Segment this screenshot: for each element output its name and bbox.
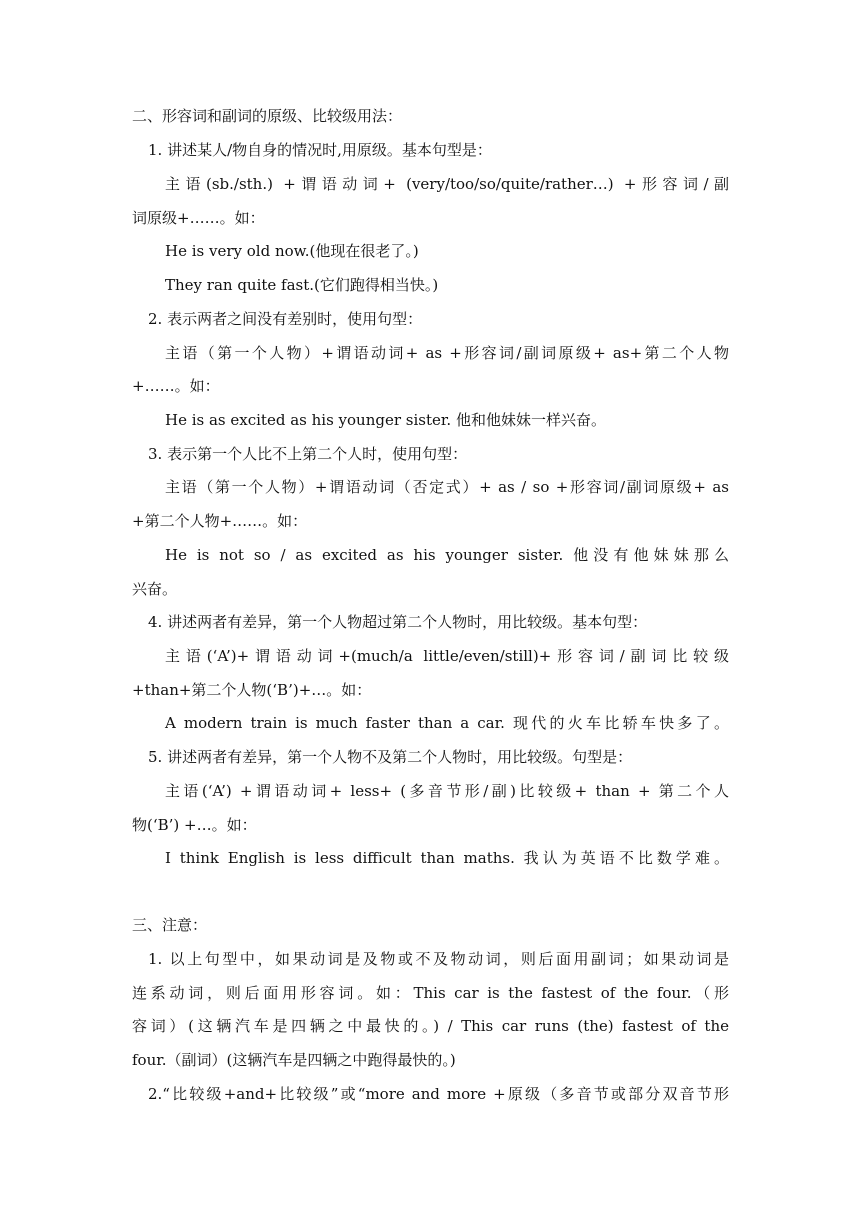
rule-5-title: 5. 讲述两者有差异，第一个人物不及第二个人物时，用比较级。句型是： bbox=[148, 748, 633, 766]
rule-5-pattern: 主语(‘A’) +谓语动词+ less+ (多音节形/副)比较级+ than + 第二个人 bbox=[165, 782, 729, 800]
rule-4-pattern: 主语(‘A’)+谓语动词+(much/a little/even/still)+形容词/副词比较级 bbox=[165, 647, 729, 665]
rule-3-example-cont: 兴奋。 bbox=[132, 580, 178, 598]
rule-5-pattern-cont: 物(‘B’) +…。如： bbox=[132, 816, 257, 834]
rule-2-title: 2. 表示两者之间没有差别时，使用句型： bbox=[148, 310, 423, 328]
rule-3-example: He is not so / as excited as his younger sister. 他没有他妹妹那么 bbox=[165, 546, 729, 564]
rule-3-pattern: 主语（第一个人物）+谓语动词（否定式）+ as / so +形容词/副词原级+ as bbox=[165, 478, 729, 496]
section-3-heading: 三、注意： bbox=[132, 916, 208, 934]
rule-2-pattern-cont: +……。如： bbox=[132, 377, 220, 395]
rule-4-example: A modern train is much faster than a car. 现代的火车比轿车快多了。 bbox=[165, 714, 729, 732]
rule-3-title: 3. 表示第一个人比不上第二个人时，使用句型： bbox=[148, 445, 468, 463]
rule-1-pattern-cont: 词原级+……。如： bbox=[132, 209, 265, 227]
rule-1-example-2: They ran quite fast.(它们跑得相当快。) bbox=[165, 276, 439, 294]
rule-5-example: I think English is less difficult than maths. 我认为英语不比数学难。 bbox=[165, 849, 729, 867]
note-1-line-1: 1. 以上句型中，如果动词是及物或不及物动词，则后面用副词；如果动词是 bbox=[148, 950, 729, 968]
rule-1-title: 1. 讲述某人/物自身的情况时,用原级。基本句型是： bbox=[148, 141, 492, 159]
note-1-line-3: 容词）(这辆汽车是四辆之中最快的。) / This car runs (the) fastest of the bbox=[132, 1017, 729, 1035]
section-2-heading: 二、形容词和副词的原级、比较级用法： bbox=[132, 107, 403, 125]
rule-1-example-1: He is very old now.(他现在很老了。) bbox=[165, 242, 419, 260]
note-1-line-4: four.（副词）(这辆汽车是四辆之中跑得最快的。) bbox=[132, 1051, 456, 1069]
rule-4-pattern-cont: +than+第二个人物(‘B’)+…。如： bbox=[132, 681, 372, 699]
note-1-line-2: 连系动词，则后面用形容词。如：This car is the fastest of the four.（形 bbox=[132, 984, 729, 1002]
rule-2-pattern: 主语（第一个人物）+谓语动词+ as +形容词/副词原级+ as+第二个人物 bbox=[165, 344, 729, 362]
rule-1-pattern: 主语(sb./sth.) +谓语动词+ (very/too/so/quite/rather…) +形容词/副 bbox=[165, 175, 729, 193]
rule-3-pattern-cont: +第二个人物+……。如： bbox=[132, 512, 308, 530]
rule-2-example: He is as excited as his younger sister. 他和他妹妹一样兴奋。 bbox=[165, 411, 606, 429]
note-2-line-1: 2.“比较级+and+比较级”或“more and more +原级（多音节或部分双音节形 bbox=[148, 1085, 729, 1103]
rule-4-title: 4. 讲述两者有差异，第一个人物超过第二个人物时，用比较级。基本句型： bbox=[148, 613, 648, 631]
